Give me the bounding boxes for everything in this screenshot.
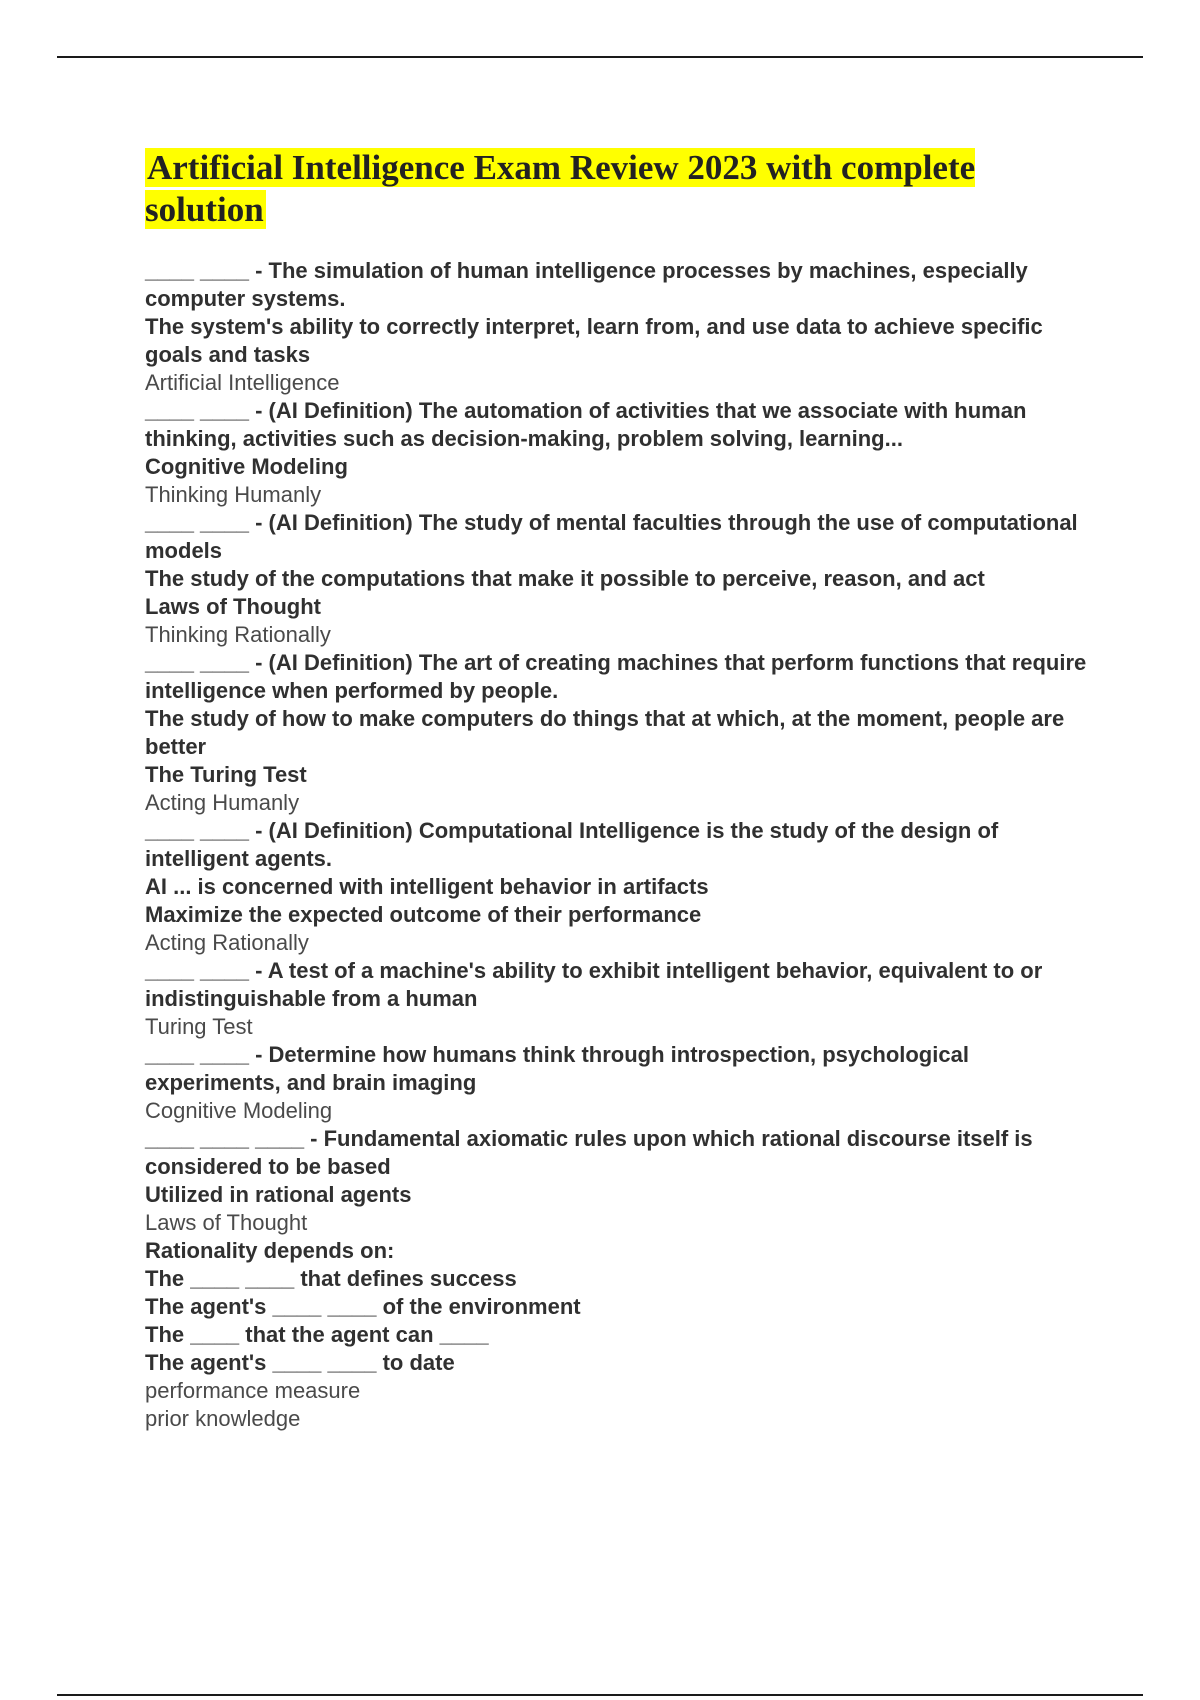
question-line: The Turing Test [145, 762, 307, 787]
question-line: ____ ____ - (AI Definition) The automation of activities that we associate with human thinking, activities such as decision-making, problem solving, learning... [145, 398, 1033, 451]
answer-line: Artificial Intelligence [145, 370, 340, 395]
top-rule [57, 56, 1143, 58]
question-line: The agent's ____ ____ to date [145, 1350, 455, 1375]
question-line: ____ ____ - The simulation of human intelligence processes by machines, especially computer systems. [145, 258, 1034, 311]
question-line: ____ ____ - Determine how humans think through introspection, psychological experiments, and brain imaging [145, 1042, 976, 1095]
question-line: The ____ ____ that defines success [145, 1266, 517, 1291]
document-body [145, 257, 1095, 1433]
question-line: Laws of Thought [145, 594, 321, 619]
question-line: AI ... is concerned with intelligent behavior in artifacts [145, 874, 709, 899]
question-line: Maximize the expected outcome of their performance [145, 902, 702, 927]
answer-line: Laws of Thought [145, 1210, 308, 1235]
answer-line: performance measure [145, 1378, 361, 1403]
question-line: ____ ____ - (AI Definition) Computational Intelligence is the study of the design of intelligent agents. [145, 818, 1005, 871]
question-line: The system's ability to correctly interpret, learn from, and use data to achieve specific goals and tasks [145, 314, 1049, 367]
page-title: Artificial Intelligence Exam Review 2023 with complete solution [145, 148, 976, 229]
question-line: The agent's ____ ____ of the environment [145, 1294, 581, 1319]
question-line: ____ ____ - (AI Definition) The art of creating machines that perform functions that require intelligence when performed by people. [145, 650, 1093, 703]
question-line: ____ ____ ____ - Fundamental axiomatic rules upon which rational discourse itself is considered to be based [145, 1126, 1039, 1179]
question-line: The study of the computations that make it possible to perceive, reason, and act [145, 566, 985, 591]
question-line: The study of how to make computers do things that at which, at the moment, people are better [145, 706, 1071, 759]
answer-line: Thinking Rationally [145, 622, 331, 647]
answer-line: Turing Test [145, 1014, 253, 1039]
question-line: ____ ____ - A test of a machine's ability to exhibit intelligent behavior, equivalent to or indistinguishable from a human [145, 958, 1049, 1011]
answer-line: Cognitive Modeling [145, 1098, 333, 1123]
answer-line: Thinking Humanly [145, 482, 322, 507]
answer-line: Acting Rationally [145, 930, 309, 955]
question-line: ____ ____ - (AI Definition) The study of mental faculties through the use of computational models [145, 510, 1084, 563]
question-line: Rationality depends on: [145, 1238, 395, 1263]
question-line: Cognitive Modeling [145, 454, 348, 479]
question-line: The ____ that the agent can ____ [145, 1322, 489, 1347]
answer-line: prior knowledge [145, 1406, 301, 1431]
answer-line: Acting Humanly [145, 790, 300, 815]
question-line: Utilized in rational agents [145, 1182, 412, 1207]
bottom-rule [57, 1694, 1143, 1696]
